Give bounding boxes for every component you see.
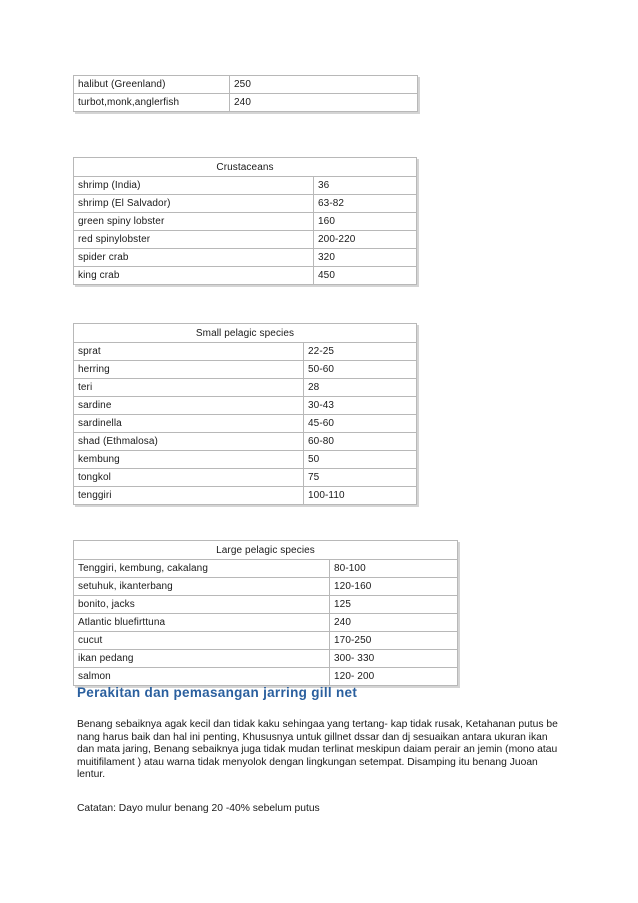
species-cell: setuhuk, ikanterbang	[74, 578, 330, 596]
value-cell: 63-82	[314, 195, 417, 213]
table-halibut-turbot	[73, 75, 418, 112]
species-cell: king crab	[74, 267, 314, 285]
table-row	[74, 469, 417, 487]
species-cell: herring	[74, 361, 304, 379]
table-row	[74, 213, 417, 231]
value-cell: 75	[304, 469, 417, 487]
value-cell: 120-160	[330, 578, 458, 596]
species-cell: sardinella	[74, 415, 304, 433]
species-cell: sprat	[74, 343, 304, 361]
table-row	[74, 451, 417, 469]
table-row	[74, 415, 417, 433]
table-row	[74, 650, 458, 668]
species-cell: spider crab	[74, 249, 314, 267]
table-row	[74, 231, 417, 249]
value-cell: 28	[304, 379, 417, 397]
species-cell: turbot,monk,anglerfish	[74, 94, 230, 112]
table-row	[74, 397, 417, 415]
value-cell: 240	[330, 614, 458, 632]
value-cell: 22-25	[304, 343, 417, 361]
value-cell: 50-60	[304, 361, 417, 379]
table-row	[74, 195, 417, 213]
species-cell: Tenggiri, kembung, cakalang	[74, 560, 330, 578]
species-cell: Atlantic bluefirttuna	[74, 614, 330, 632]
table-row	[74, 361, 417, 379]
value-cell: 250	[230, 76, 418, 94]
table-row	[74, 433, 417, 451]
value-cell: 80-100	[330, 560, 458, 578]
table-caption: Small pelagic species	[74, 324, 417, 343]
value-cell: 240	[230, 94, 418, 112]
value-cell: 30-43	[304, 397, 417, 415]
body-paragraph: Benang sebaiknya agak kecil dan tidak kaku sehingaa yang tertang- kap tidak rusak, Ketahanan putus be nang harus baik dan hal ini penting, Khususnya untuk gillnet dssar dan dj sesuaikan antara ukuran ikan dan mata jaring, Benang sebaiknya juga tidak mudan terlinat meskipun daiam perair an jemin (mono atau muitifilament ) atau warna tidak menyolok dengan lingkungan setempat. Disamping itu benang Juoan lentur.	[77, 719, 558, 781]
value-cell: 36	[314, 177, 417, 195]
table-row	[74, 76, 418, 94]
table-row	[74, 578, 458, 596]
value-cell: 160	[314, 213, 417, 231]
value-cell: 100-110	[304, 487, 417, 505]
value-cell: 45-60	[304, 415, 417, 433]
table-row	[74, 94, 418, 112]
value-cell: 120- 200	[330, 668, 458, 686]
section-heading: Perakitan dan pemasangan jarring gill net	[77, 685, 358, 700]
table-crustaceans	[73, 157, 417, 285]
value-cell: 50	[304, 451, 417, 469]
species-cell: kembung	[74, 451, 304, 469]
value-cell: 320	[314, 249, 417, 267]
table-row	[74, 632, 458, 650]
species-cell: tongkol	[74, 469, 304, 487]
value-cell: 200-220	[314, 231, 417, 249]
table-row	[74, 668, 458, 686]
species-cell: bonito, jacks	[74, 596, 330, 614]
table-row	[74, 379, 417, 397]
species-cell: teri	[74, 379, 304, 397]
table-row	[74, 614, 458, 632]
table-row	[74, 343, 417, 361]
value-cell: 450	[314, 267, 417, 285]
table-row	[74, 177, 417, 195]
value-cell: 60-80	[304, 433, 417, 451]
value-cell: 170-250	[330, 632, 458, 650]
table-row	[74, 596, 458, 614]
table-large-pelagic	[73, 540, 458, 686]
species-cell: red spinylobster	[74, 231, 314, 249]
species-cell: shrimp (El Salvador)	[74, 195, 314, 213]
table-small-pelagic	[73, 323, 417, 505]
species-cell: salmon	[74, 668, 330, 686]
note-paragraph: Catatan: Dayo mulur benang 20 -40% sebelum putus	[77, 803, 320, 814]
table-row	[74, 487, 417, 505]
species-cell: cucut	[74, 632, 330, 650]
value-cell: 125	[330, 596, 458, 614]
species-cell: halibut (Greenland)	[74, 76, 230, 94]
species-cell: sardine	[74, 397, 304, 415]
table-caption: Large pelagic species	[74, 541, 458, 560]
table-caption: Crustaceans	[74, 158, 417, 177]
species-cell: shad (Ethmalosa)	[74, 433, 304, 451]
value-cell: 300- 330	[330, 650, 458, 668]
species-cell: green spiny lobster	[74, 213, 314, 231]
table-row	[74, 560, 458, 578]
table-row	[74, 249, 417, 267]
species-cell: shrimp (India)	[74, 177, 314, 195]
species-cell: ikan pedang	[74, 650, 330, 668]
table-row	[74, 267, 417, 285]
species-cell: tenggiri	[74, 487, 304, 505]
